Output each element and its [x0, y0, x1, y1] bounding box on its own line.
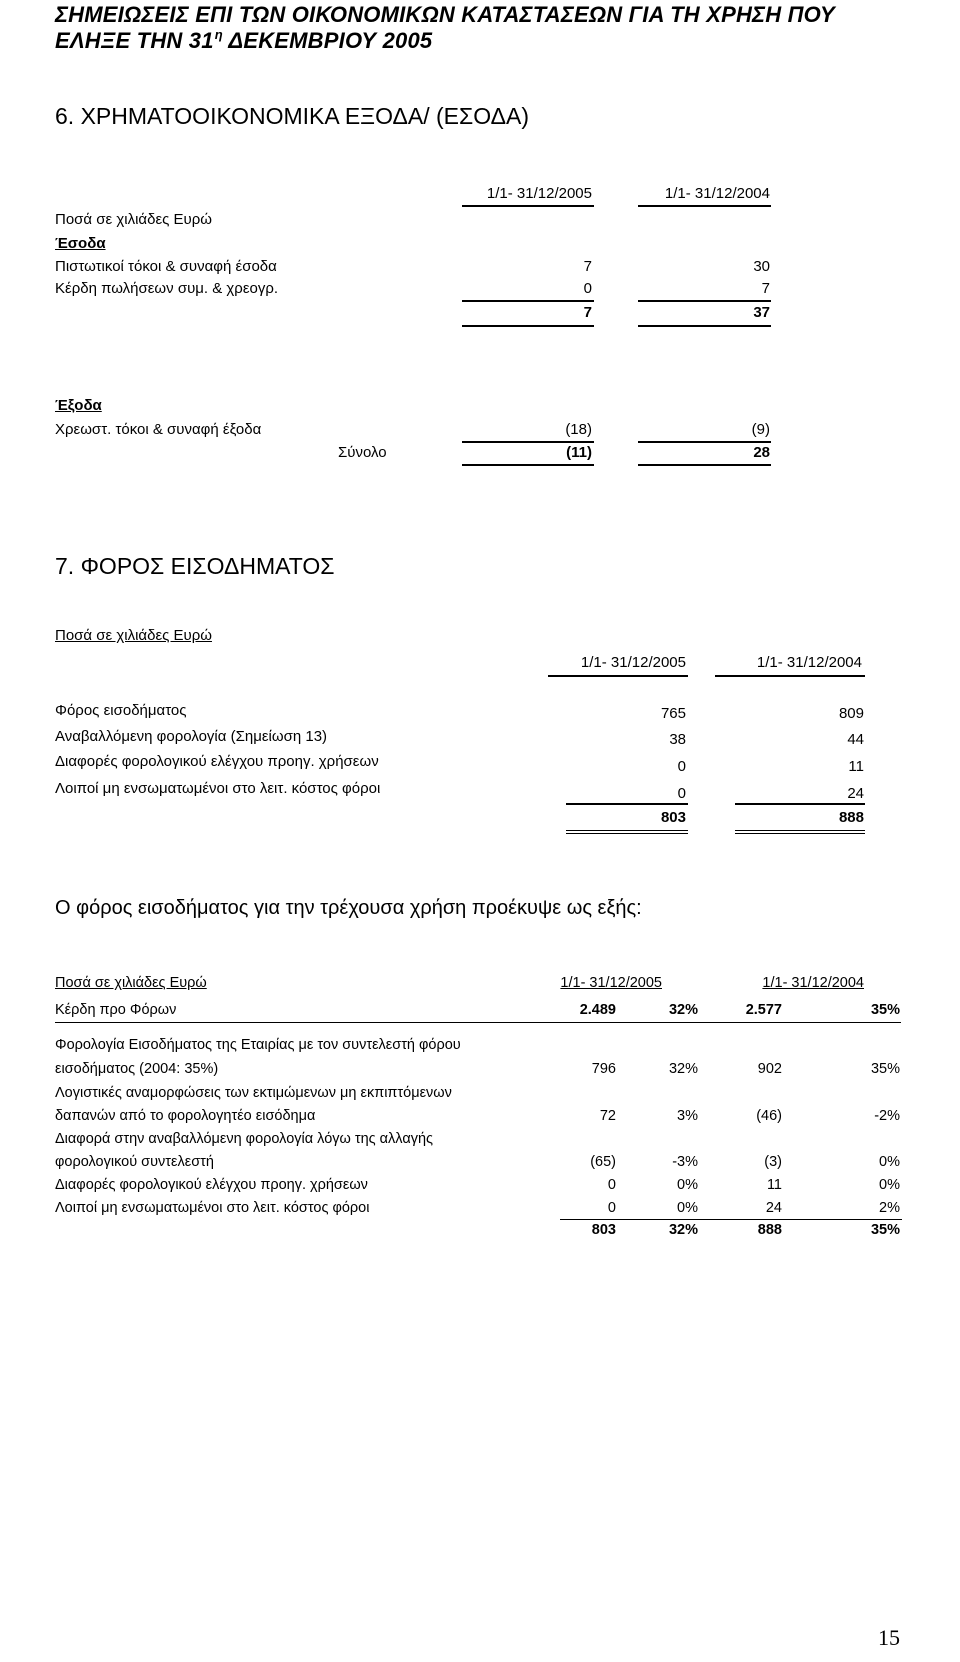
s6-income-row-2-2004: 7 [761, 280, 770, 297]
s6-income-row-1-2004: 30 [753, 258, 770, 275]
s6-total-2005: (11) [566, 444, 592, 461]
recon-profit-rule [55, 1022, 901, 1023]
recon-row-2-label-line1: Λογιστικές αναμορφώσεις των εκτιμώμενων μη εκπιπτόμενων [55, 1085, 452, 1101]
s7-row-1-2004: 809 [838, 705, 864, 722]
s7-col-2005-rule [548, 675, 688, 677]
s7-unit-label: Ποσά σε χιλιάδες Ευρώ [55, 627, 212, 644]
s7-col-2004-rule [715, 675, 865, 677]
recon-row-3-2004-amount: (3) [764, 1154, 782, 1170]
recon-col-2004-header: 1/1- 31/12/2004 [762, 975, 864, 991]
recon-row-5-2005-amount: 0 [607, 1200, 616, 1216]
recon-total-2004-amount: 888 [757, 1222, 782, 1238]
s7-row-3-label: Διαφορές φορολογικού ελέγχου προηγ. χρήσεων [55, 753, 379, 770]
recon-row-1-2005-pct: 32% [668, 1061, 698, 1077]
s6-income-heading: Έσοδα [55, 235, 106, 252]
s6-income-total-rule-2005 [462, 325, 594, 327]
recon-row-4-2004-pct: 0% [879, 1177, 900, 1193]
recon-row-2-2005-amount: 72 [599, 1108, 616, 1124]
recon-row-3-label-line2: φορολογικού συντελεστή [55, 1154, 214, 1170]
s7-row-2-2004: 44 [847, 731, 864, 748]
s6-expense-rule-2004 [638, 441, 771, 443]
section-7-title: 7. ΦΟΡΟΣ ΕΙΣΟΔΗΜΑΤΟΣ [55, 553, 335, 579]
recon-total-2005-amount: 803 [591, 1222, 616, 1238]
recon-row-1-label-line1: Φορολογία Εισοδήματος της Εταιρίας με τον συντελεστή φόρου [55, 1037, 461, 1053]
recon-row-4-2005-amount: 0 [607, 1177, 616, 1193]
recon-row-4-label: Διαφορές φορολογικού ελέγχου προηγ. χρήσεων [55, 1177, 368, 1193]
s6-total-label: Σύνολο [338, 444, 387, 461]
s7-row-1-2005: 765 [660, 705, 686, 722]
s7-row-4-2005: 0 [677, 785, 686, 802]
page-number: 15 [878, 1625, 900, 1650]
recon-profit-2004-pct: 35% [870, 1002, 900, 1018]
recon-row-5-2004-pct: 2% [879, 1200, 900, 1216]
recon-row-1-2005-amount: 796 [591, 1061, 616, 1077]
s6-expense-rule-2005 [462, 441, 594, 443]
recon-profit-label: Κέρδη προ Φόρων [55, 1002, 177, 1018]
recon-subtotal-rule [560, 1219, 902, 1220]
s6-total-2004: 28 [753, 444, 770, 461]
s7-row-4-label: Λοιποί μη ενσωματωμένοι στο λειτ. κόστος φόροι [55, 780, 381, 797]
s6-unit-label: Ποσά σε χιλιάδες Ευρώ [55, 211, 212, 228]
recon-profit-2005-pct: 32% [668, 1002, 698, 1018]
header-line2-pre: ΕΛΗΞΕ ΤΗΝ 31 [55, 28, 214, 53]
recon-heading: Ο φόρος εισοδήματος για την τρέχουσα χρήση προέκυψε ως εξής: [55, 897, 642, 919]
s6-income-row-1-label: Πιστωτικοί τόκοι & συναφή έσοδα [55, 258, 277, 275]
s6-total-rule-2004 [638, 464, 771, 466]
s6-income-total-rule-2004 [638, 325, 771, 327]
s7-subtotal-rule-2005 [566, 803, 688, 805]
s7-total-2004: 888 [838, 809, 864, 826]
s6-income-total-2004: 37 [753, 304, 770, 321]
recon-unit-label: Ποσά σε χιλιάδες Ευρώ [55, 975, 207, 991]
s6-income-row-1-2005: 7 [583, 258, 592, 275]
recon-row-5-label: Λοιποί μη ενσωματωμένοι στο λειτ. κόστος φόροι [55, 1200, 370, 1216]
s6-expense-heading: Έξοδα [55, 397, 102, 414]
s6-expense-row-1-2004: (9) [751, 421, 770, 438]
s7-row-1-label: Φόρος εισοδήματος [55, 702, 187, 719]
recon-total-2005-pct: 32% [668, 1222, 698, 1238]
recon-row-1-label-line2: εισοδήματος (2004: 35%) [55, 1061, 219, 1077]
recon-profit-2005-amount: 2.489 [579, 1002, 616, 1018]
s7-total-2005: 803 [660, 809, 686, 826]
page-header-line1: ΣΗΜΕΙΩΣΕΙΣ ΕΠΙ ΤΩΝ ΟΙΚΟΝΟΜΙΚΩΝ ΚΑΤΑΣΤΑΣΕΩΝ ΓΙΑ ΤΗ ΧΡΗΣΗ ΠΟΥ [55, 2, 835, 27]
recon-row-2-2005-pct: 3% [677, 1108, 698, 1124]
recon-total-2004-pct: 35% [870, 1222, 900, 1238]
s7-row-4-2004: 24 [847, 785, 864, 802]
s6-income-total-2005: 7 [583, 304, 592, 321]
recon-row-1-2004-pct: 35% [870, 1061, 900, 1077]
recon-profit-2004-amount: 2.577 [745, 1002, 782, 1018]
s7-subtotal-rule-2004 [735, 803, 865, 805]
recon-col-2005-header: 1/1- 31/12/2005 [560, 975, 662, 991]
s6-col-2005-rule [462, 205, 594, 207]
s7-row-3-2005: 0 [677, 758, 686, 775]
recon-row-4-2005-pct: 0% [677, 1177, 698, 1193]
s7-row-2-label: Αναβαλλόμενη φορολογία (Σημείωση 13) [55, 728, 328, 745]
s7-total-double-rule-2005 [566, 830, 688, 834]
recon-row-2-2004-amount: (46) [756, 1108, 782, 1124]
recon-row-3-2005-amount: (65) [590, 1154, 616, 1170]
s7-col-2005-header: 1/1- 31/12/2005 [580, 654, 686, 671]
page-header-line2 [55, 28, 432, 54]
recon-row-3-label-line1: Διαφορά στην αναβαλλόμενη φορολογία λόγω της αλλαγής [55, 1131, 434, 1147]
s6-col-2004-rule [638, 205, 771, 207]
recon-row-1-2004-amount: 902 [757, 1061, 782, 1077]
s6-expense-row-1-label: Χρεωστ. τόκοι & συναφή έξοδα [55, 421, 262, 438]
s6-income-subtotal-rule-2005 [462, 300, 594, 302]
section-6-title: 6. ΧΡΗΜΑΤΟΟΙΚΟΝΟΜΙΚΑ ΕΞΟΔΑ/ (ΕΣΟΔΑ) [55, 103, 530, 129]
recon-row-5-2005-pct: 0% [677, 1200, 698, 1216]
recon-row-2-2004-pct: -2% [874, 1108, 900, 1124]
header-line2-post: ΔΕΚΕΜΒΡΙΟΥ 2005 [228, 28, 433, 53]
s7-col-2004-header: 1/1- 31/12/2004 [756, 654, 862, 671]
s6-income-subtotal-rule-2004 [638, 300, 771, 302]
s6-col-2005-header: 1/1- 31/12/2005 [486, 185, 592, 202]
recon-row-3-2004-pct: 0% [879, 1154, 900, 1170]
s6-income-row-2-label: Κέρδη πωλήσεων συμ. & χρεογρ. [55, 280, 279, 297]
s6-col-2004-header: 1/1- 31/12/2004 [664, 185, 770, 202]
s6-expense-row-1-2005: (18) [565, 421, 592, 438]
s7-row-2-2005: 38 [669, 731, 686, 748]
s6-total-rule-2005 [462, 464, 594, 466]
recon-row-4-2004-amount: 11 [766, 1177, 782, 1193]
s7-total-double-rule-2004 [735, 830, 865, 834]
s7-row-3-2004: 11 [848, 758, 864, 775]
s6-income-row-2-2005: 0 [583, 280, 592, 297]
recon-row-2-label-line2: δαπανών από το φορολογητέο εισόδημα [55, 1108, 316, 1124]
recon-row-5-2004-amount: 24 [765, 1200, 782, 1216]
recon-row-3-2005-pct: -3% [672, 1154, 698, 1170]
header-superscript: η [214, 27, 223, 42]
